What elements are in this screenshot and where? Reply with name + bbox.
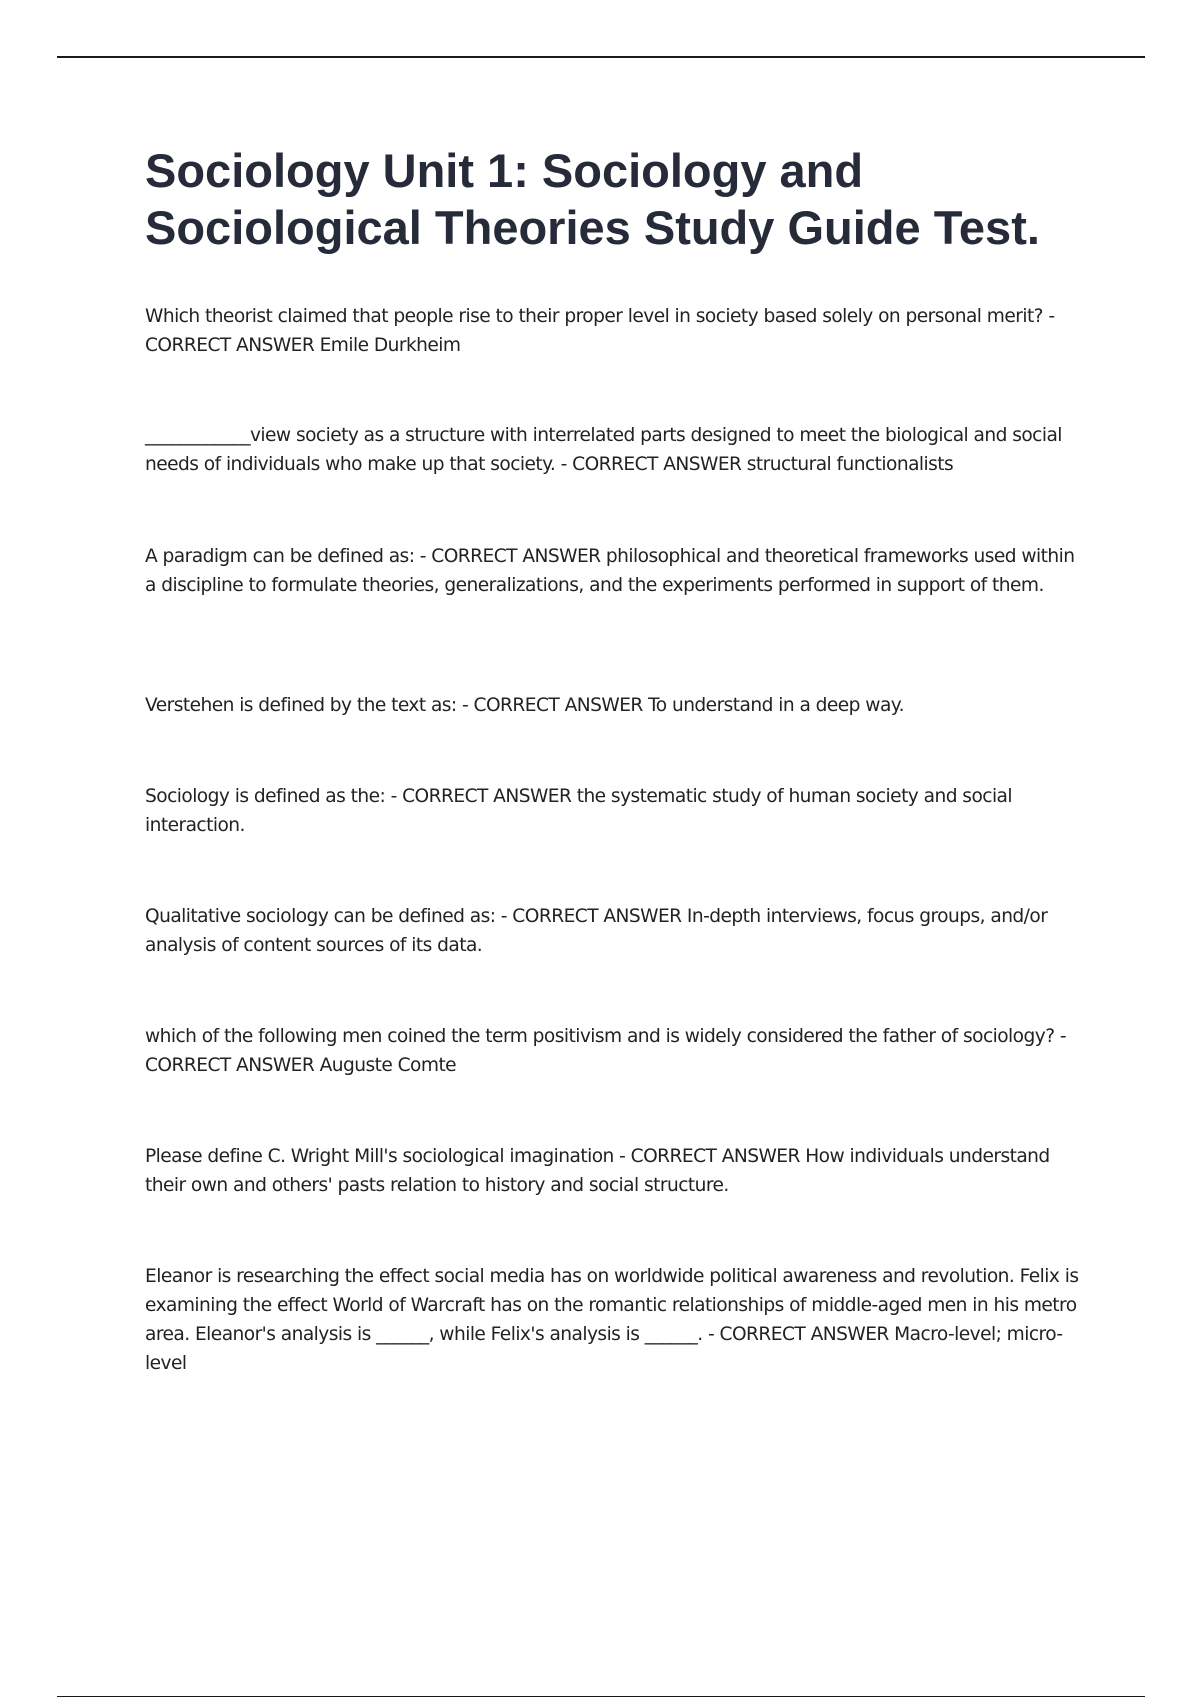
bottom-divider — [57, 1696, 1145, 1697]
qa-item-9: Eleanor is researching the effect social media has on worldwide political awareness and revolution. Felix is examining the effect World of Warcraft has on the romantic relationships of middle-aged men in his metro area. Eleanor's analysis is ______, while Felix's analysis is ______. - CORRECT ANSWER Macro-level; micro-level — [145, 1266, 1079, 1374]
qa-item-5: Sociology is defined as the: - CORRECT ANSWER the systematic study of human society and social interaction. — [145, 786, 1013, 836]
qa-item-4: Verstehen is defined by the text as: - CORRECT ANSWER To understand in a deep way. — [145, 695, 904, 716]
qa-item-3: A paradigm can be defined as: - CORRECT ANSWER philosophical and theoretical frameworks used within a discipline to formulate theories, generalizations, and the experiments performed in support of them. — [145, 546, 1075, 596]
qa-item-7: which of the following men coined the term positivism and is widely considered the father of sociology? - CORRECT ANSWER Auguste Comte — [145, 1026, 1067, 1076]
qa-item-1: Which theorist claimed that people rise to their proper level in society based solely on personal merit? - CORRECT ANSWER Emile Durkheim — [145, 306, 1055, 356]
document-title: Sociology Unit 1: Sociology and Sociological Theories Study Guide Test. — [145, 144, 1040, 254]
qa-item-2: ____________view society as a structure with interrelated parts designed to meet the biological and social needs of individuals who make up that society. - CORRECT ANSWER structural functionalists — [145, 425, 1062, 475]
qa-item-8: Please define C. Wright Mill's sociological imagination - CORRECT ANSWER How individuals understand their own and others' pasts relation to history and social structure. — [145, 1146, 1050, 1196]
top-divider — [57, 56, 1145, 58]
qa-item-6: Qualitative sociology can be defined as: - CORRECT ANSWER In-depth interviews, focus groups, and/or analysis of content sources of its data. — [145, 906, 1048, 956]
